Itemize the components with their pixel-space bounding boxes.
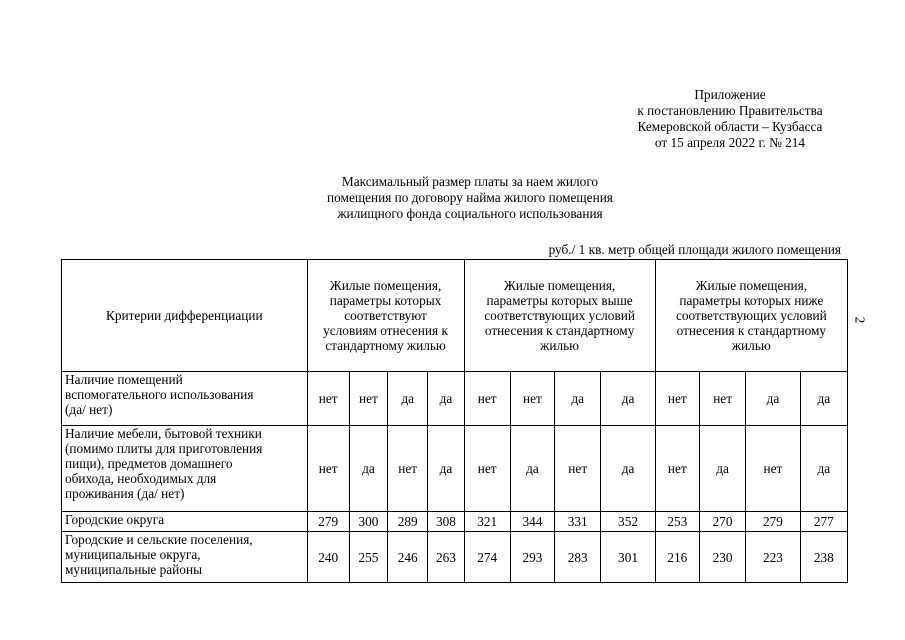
value-cell: 344 [510,512,554,532]
title-line: жилищного фонда социального использования [337,206,603,221]
unit-note: руб./ 1 кв. метр общей площади жилого помещения [548,242,841,257]
table-row [62,532,848,583]
value-cell: да [428,426,464,512]
value-cell: нет [349,372,387,426]
value-cell: да [349,426,387,512]
value-cell: нет [307,426,349,512]
value-cell: 352 [601,512,655,532]
appendix-line: к постановлению Правительства [637,103,823,118]
group-header-below-standard: Жилые помещения, параметры которых ниже соответствующих условий отнесения к стандартному жилью [655,260,847,372]
document-title [280,174,660,222]
value-cell: да [428,372,464,426]
value-cell: 230 [699,532,745,583]
table-row [62,372,848,426]
value-cell: нет [307,372,349,426]
value-cell: 279 [307,512,349,532]
appendix-line: Приложение [694,87,766,102]
value-cell: 300 [349,512,387,532]
table-row [62,512,848,532]
value-cell: 293 [510,532,554,583]
value-cell: 223 [746,532,800,583]
value-cell: 321 [464,512,510,532]
value-cell: да [388,372,428,426]
value-cell: нет [510,372,554,426]
value-cell: да [800,372,847,426]
value-cell: да [555,372,601,426]
value-cell: да [601,372,655,426]
value-cell: 289 [388,512,428,532]
value-cell: 255 [349,532,387,583]
value-cell: нет [388,426,428,512]
appendix-line: от 15 апреля 2022 г. № 214 [654,135,806,150]
value-cell: нет [655,372,699,426]
criteria-header: Критерии дифференциации [62,260,308,372]
criterion-cell: Городские и сельские поселения, муниципальные округа, муниципальные районы [62,532,308,583]
value-cell: 263 [428,532,464,583]
page-number: 2 [852,316,868,324]
value-cell: 279 [746,512,800,532]
criterion-cell: Наличие помещений вспомогательного использования (да/ нет) [62,372,308,426]
criterion-cell: Городские округа [62,512,308,532]
value-cell: нет [746,426,800,512]
value-cell: 240 [307,532,349,583]
title-line: помещения по договору найма жилого помещения [327,190,613,205]
value-cell: 274 [464,532,510,583]
appendix-line: Кемеровской области – Кузбасса [637,119,823,134]
value-cell: 283 [555,532,601,583]
group-header-above-standard: Жилые помещения, параметры которых выше соответствующих условий отнесения к стандартному жилью [464,260,655,372]
value-cell: нет [655,426,699,512]
value-cell: 301 [601,532,655,583]
appendix-block [560,87,900,151]
value-cell: 238 [800,532,847,583]
value-cell: 253 [655,512,699,532]
value-cell: нет [699,372,745,426]
value-cell: да [699,426,745,512]
value-cell: нет [464,426,510,512]
value-cell: 216 [655,532,699,583]
value-cell: да [510,426,554,512]
value-cell: 246 [388,532,428,583]
value-cell: нет [555,426,601,512]
value-cell: да [601,426,655,512]
value-cell: да [800,426,847,512]
value-cell: 308 [428,512,464,532]
value-cell: 277 [800,512,847,532]
value-cell: да [746,372,800,426]
table-header-row [62,260,848,372]
criterion-cell: Наличие мебели, бытовой техники (помимо плиты для приготовления пищи), предметов домашнего обихода, необходимых для проживания (да/ нет) [62,426,308,512]
value-cell: 270 [699,512,745,532]
group-header-standard: Жилые помещения, параметры которых соответствуют условиям отнесения к стандартному жилью [307,260,464,372]
value-cell: 331 [555,512,601,532]
value-cell: нет [464,372,510,426]
rent-table [61,259,848,583]
table-row [62,426,848,512]
title-line: Максимальный размер платы за наем жилого [341,174,599,189]
